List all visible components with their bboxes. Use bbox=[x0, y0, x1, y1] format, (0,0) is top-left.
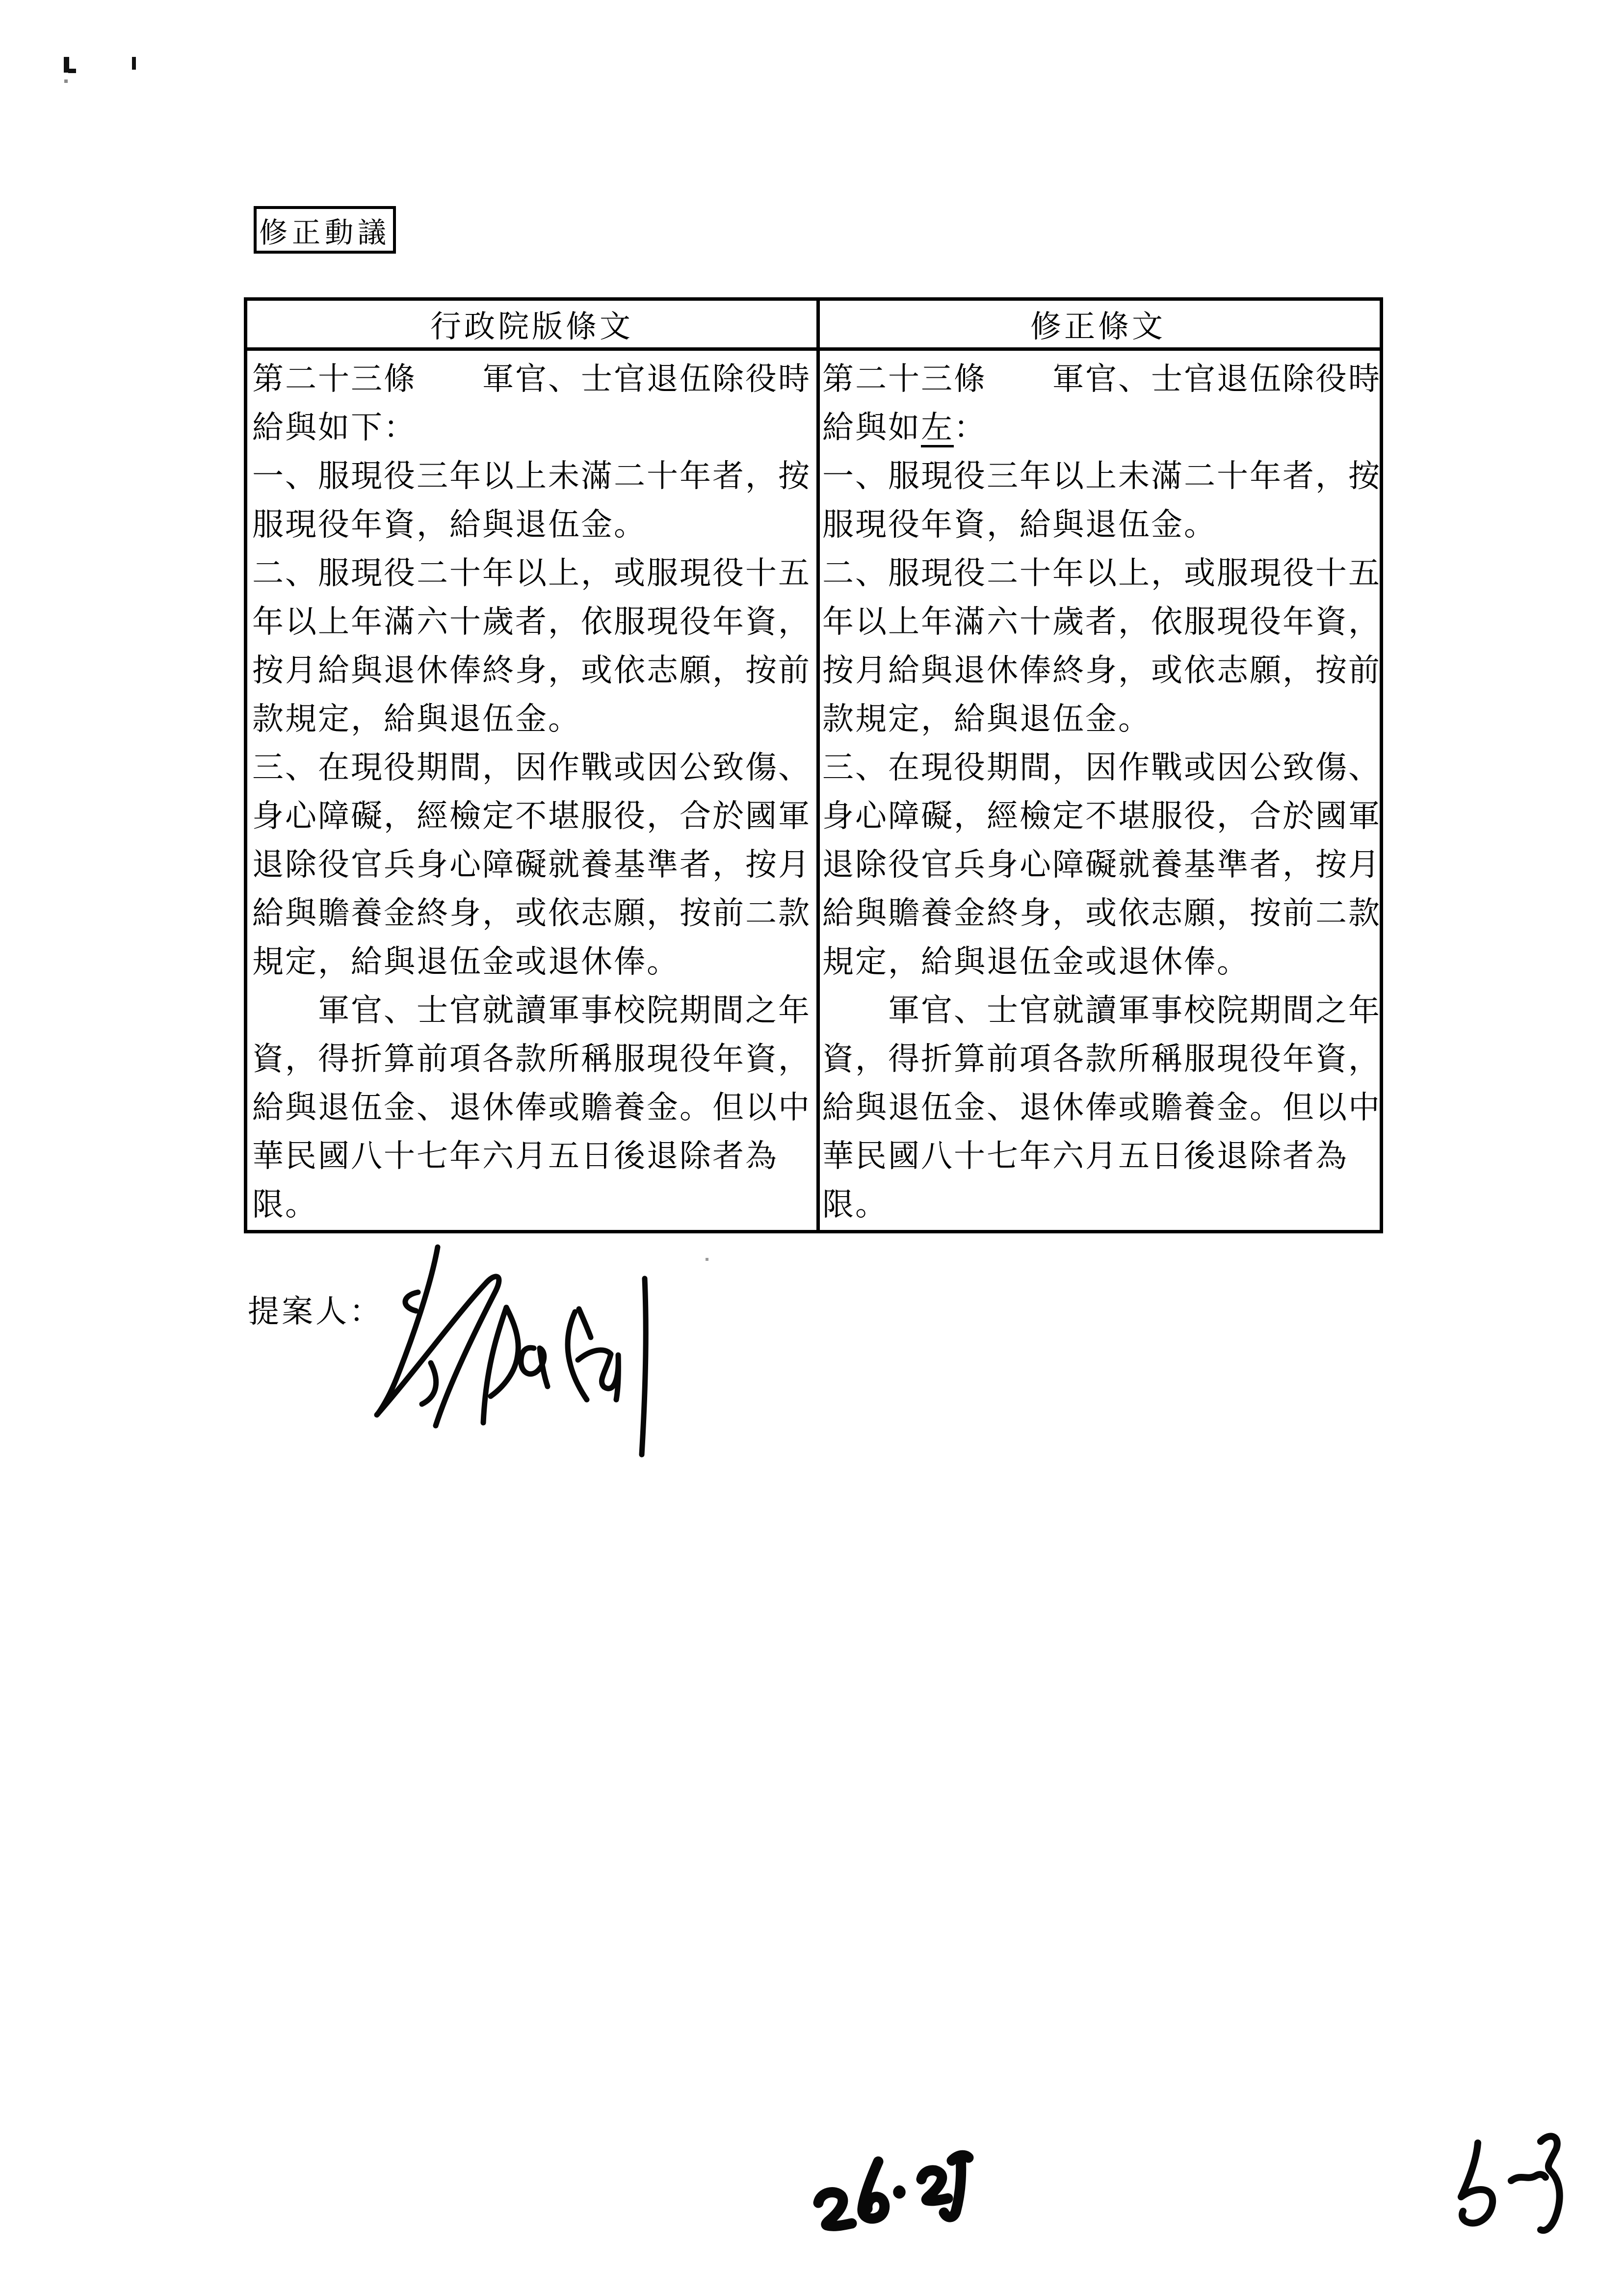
table-line: 給與退伍金、退休俸或贍養金。但以中 bbox=[252, 1090, 811, 1125]
table-line: 二、服現役二十年以上，或服現役十五 bbox=[252, 556, 811, 591]
scan-artifact bbox=[64, 79, 68, 83]
table-line: 退除役官兵身心障礙就養基準者，按月 bbox=[252, 847, 811, 882]
column-divider bbox=[816, 301, 820, 1230]
signature-scribble bbox=[343, 1226, 736, 1501]
table-header-row bbox=[247, 301, 1380, 351]
table-line: 給與如左： bbox=[822, 403, 1380, 452]
table-cell-left bbox=[247, 351, 816, 1229]
table-line: 身心障礙，經檢定不堪服役，合於國軍 bbox=[252, 799, 811, 834]
table-line: 第二十三條 軍官、士官退伍除役時 bbox=[822, 362, 1381, 396]
amendment-title-box bbox=[254, 206, 396, 254]
table-line: 規定，給與退伍金或退休俸。 bbox=[822, 944, 1250, 979]
underlined-text: 左 bbox=[921, 410, 954, 447]
table-line: 年以上年滿六十歲者，依服現役年資， bbox=[822, 604, 1381, 639]
table-line: 服現役年資，給與退伍金。 bbox=[252, 507, 647, 542]
page-title: 修正動議 bbox=[259, 216, 391, 249]
table-header-right: 修正條文 bbox=[1030, 310, 1166, 344]
table-line: 按月給與退休俸終身，或依志願，按前 bbox=[252, 653, 811, 688]
table-cell-right bbox=[816, 351, 1380, 1229]
table-line: 服現役年資，給與退伍金。 bbox=[822, 507, 1217, 542]
table-line: 資，得折算前項各款所稱服現役年資， bbox=[822, 1042, 1381, 1076]
table-line: 軍官、士官就讀軍事校院期間之年 bbox=[822, 993, 1381, 1028]
table-header-left: 行政院版條文 bbox=[430, 310, 633, 344]
table-line: 退除役官兵身心障礙就養基準者，按月 bbox=[822, 847, 1381, 882]
page-number-scribble bbox=[805, 2144, 981, 2242]
table-line: 限。 bbox=[822, 1187, 888, 1222]
table-line: 款規定，給與退伍金。 bbox=[252, 702, 581, 736]
table-line: 給與贍養金終身，或依志願，按前二款 bbox=[252, 896, 811, 931]
scan-artifact bbox=[132, 57, 136, 70]
table-line: 年以上年滿六十歲者，依服現役年資， bbox=[252, 604, 811, 639]
scan-artifact bbox=[68, 69, 76, 73]
comparison-table bbox=[244, 297, 1383, 1233]
table-line: 第二十三條 軍官、士官退伍除役時 bbox=[252, 362, 811, 396]
table-line: 華民國八十七年六月五日後退除者為 bbox=[252, 1139, 778, 1174]
table-line: 身心障礙，經檢定不堪服役，合於國軍 bbox=[822, 799, 1381, 834]
table-line: 三、在現役期間，因作戰或因公致傷、 bbox=[252, 750, 811, 785]
table-line: 給與贍養金終身，或依志願，按前二款 bbox=[822, 896, 1381, 931]
table-line: 給與如下： bbox=[252, 410, 417, 445]
table-line: 給與退伍金、退休俸或贍養金。但以中 bbox=[822, 1090, 1381, 1125]
table-line: 款規定，給與退伍金。 bbox=[822, 702, 1151, 736]
table-line: 按月給與退休俸終身，或依志願，按前 bbox=[822, 653, 1381, 688]
corner-scribble bbox=[1442, 2124, 1590, 2242]
table-line: 華民國八十七年六月五日後退除者為 bbox=[822, 1139, 1348, 1174]
table-line: 三、在現役期間，因作戰或因公致傷、 bbox=[822, 750, 1381, 785]
table-line: 二、服現役二十年以上，或服現役十五 bbox=[822, 556, 1381, 591]
proposer-label: 提案人： bbox=[248, 1294, 383, 1329]
table-line: 一、服現役三年以上未滿二十年者，按 bbox=[822, 459, 1381, 494]
table-line: 資，得折算前項各款所稱服現役年資， bbox=[252, 1042, 811, 1076]
table-line: 限。 bbox=[252, 1187, 318, 1222]
table-line: 軍官、士官就讀軍事校院期間之年 bbox=[252, 993, 811, 1028]
table-body-row bbox=[247, 351, 1380, 1229]
table-line: 一、服現役三年以上未滿二十年者，按 bbox=[252, 459, 811, 494]
table-line: 規定，給與退伍金或退休俸。 bbox=[252, 944, 680, 979]
